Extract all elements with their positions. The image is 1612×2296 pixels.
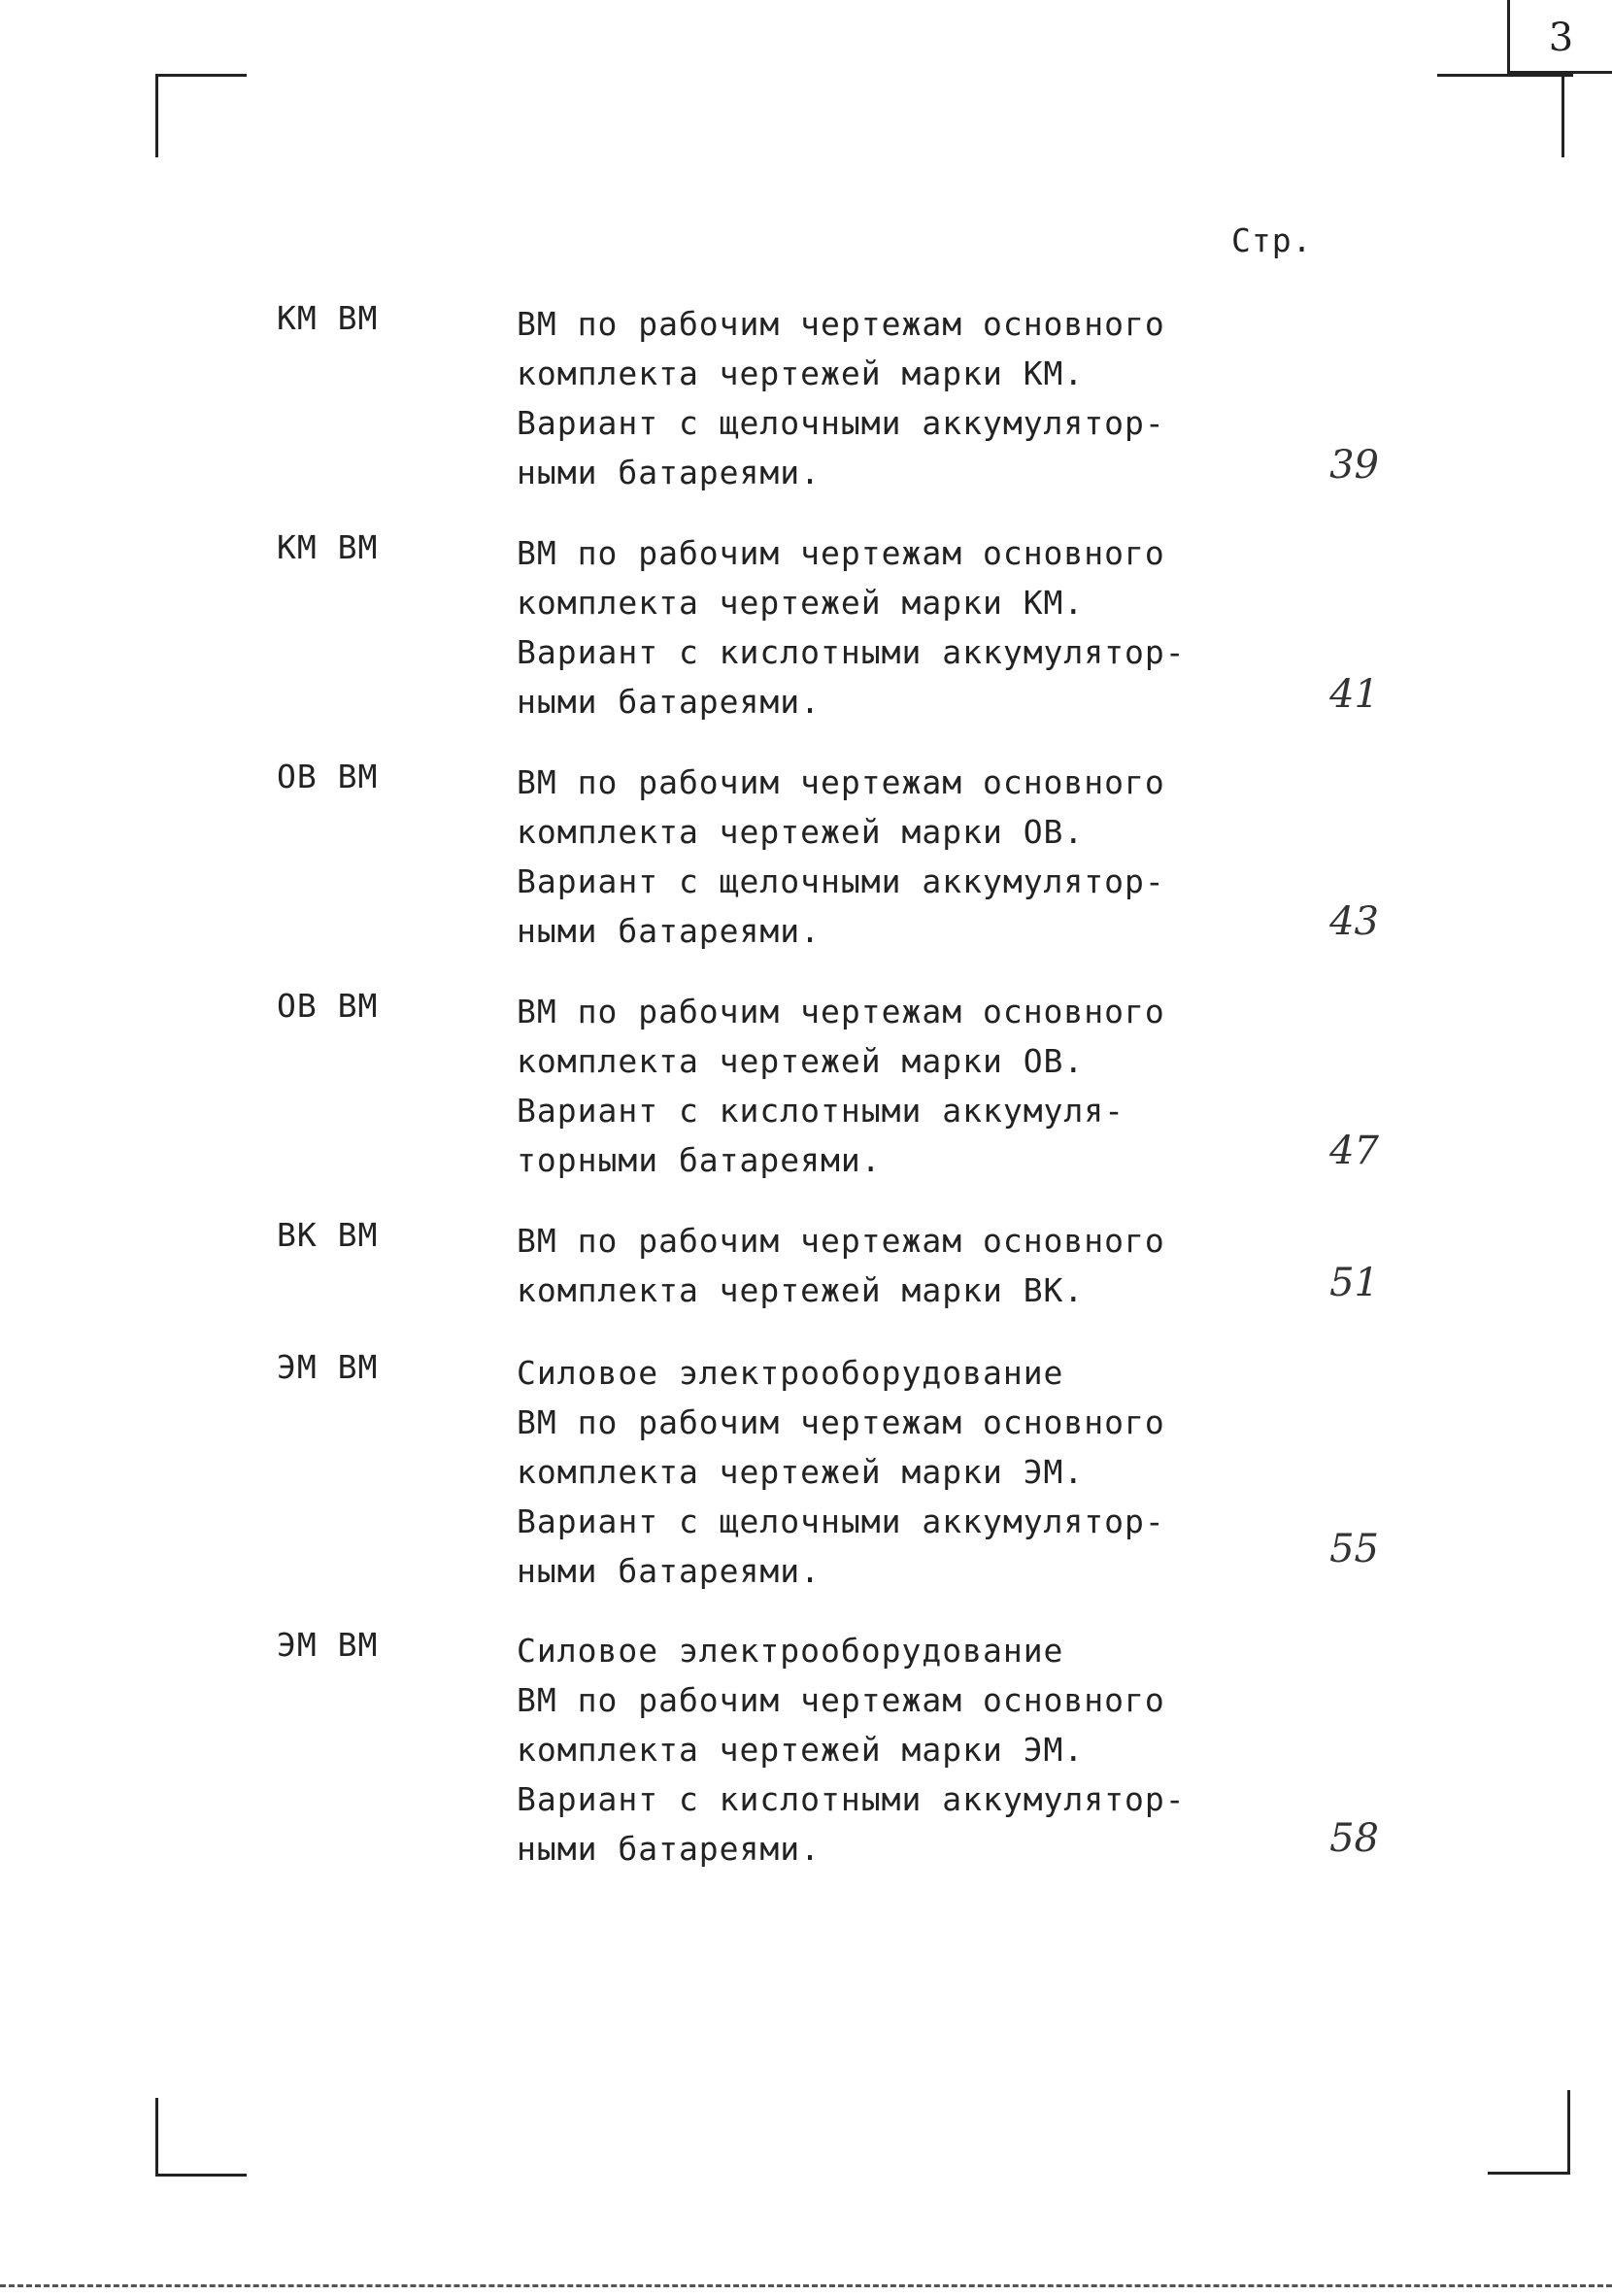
corner-mark-top-right-vertical [1562, 74, 1564, 157]
entry-code: ВК ВМ [277, 1216, 379, 1254]
entry-page-number: 47 [1329, 1129, 1379, 1173]
corner-mark-bottom-right-horizontal [1488, 2172, 1570, 2175]
entry-description: ВМ по рабочим чертежам основного комплекта чертежей марки КМ. Вариант с щелочными аккумулятор- ными батареями. [517, 305, 1165, 491]
entry-code: ЭМ ВМ [277, 1348, 379, 1386]
entry-description: ВМ по рабочим чертежам основного комплекта чертежей марки ОВ. Вариант с кислотными аккумуля- торными батареями. [517, 993, 1165, 1179]
entry-page-number: 41 [1329, 672, 1379, 717]
entry-description: Силовое электрооборудование ВМ по рабочим чертежам основного комплекта чертежей марки ЭМ. Вариант с щелочными аккумулятор- ными батареями. [517, 1354, 1165, 1590]
page-number: 3 [1548, 16, 1574, 60]
corner-mark-bottom-left-horizontal [155, 2174, 247, 2177]
corner-mark-top-left-vertical [155, 74, 158, 157]
corner-mark-bottom-right-vertical [1567, 2090, 1570, 2174]
page-number-box [1507, 0, 1612, 74]
entry-page-number: 55 [1329, 1527, 1379, 1571]
entry-page-number: 58 [1329, 1816, 1379, 1861]
entry-code: ОВ ВМ [277, 987, 379, 1025]
corner-mark-top-right-horizontal [1437, 74, 1573, 77]
entry-description: ВМ по рабочим чертежам основного комплекта чертежей марки КМ. Вариант с кислотными аккумулятор- ными батареями. [517, 534, 1186, 721]
entry-page-number: 51 [1329, 1261, 1379, 1305]
entry-description: ВМ по рабочим чертежам основного комплекта чертежей марки ОВ. Вариант с щелочными аккумулятор- ными батареями. [517, 763, 1165, 950]
entry-code: КМ ВМ [277, 299, 379, 337]
entry-description: ВМ по рабочим чертежам основного комплекта чертежей марки ВК. [517, 1222, 1165, 1309]
entry-page-number: 43 [1329, 899, 1379, 944]
corner-mark-top-left-horizontal [155, 74, 247, 77]
corner-mark-bottom-left-vertical [155, 2098, 158, 2176]
page-column-header: Стр. [1231, 221, 1313, 259]
entry-code: КМ ВМ [277, 528, 379, 566]
entry-description: Силовое электрооборудование ВМ по рабочим чертежам основного комплекта чертежей марки ЭМ. Вариант с кислотными аккумулятор- ными батареями. [517, 1632, 1186, 1868]
scan-edge-border [0, 2284, 1612, 2287]
entry-code: ОВ ВМ [277, 758, 379, 795]
entry-page-number: 39 [1329, 443, 1379, 488]
entry-code: ЭМ ВМ [277, 1626, 379, 1664]
